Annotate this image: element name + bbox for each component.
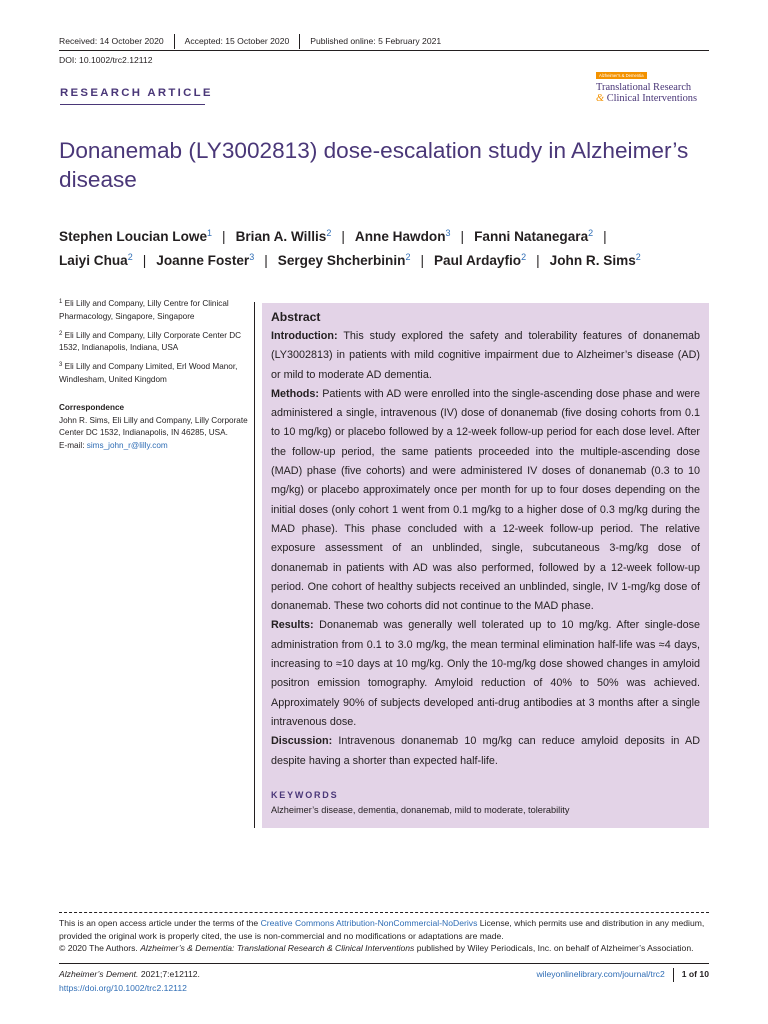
author[interactable]: Joanne Foster$^3$ xyxy=(156,252,255,268)
affiliation: $^3$ Eli Lilly and Company Limited, Erl Wood Manor, Windlesham, United Kingdom xyxy=(59,362,238,384)
affiliations xyxy=(59,298,249,453)
abstract-results: Results: Donanemab was generally well tolerated up to 10 mg/kg. After single-dose administration from 0.1 to 3.0 mg/kg, the mean terminal elimination half-life was ≈4 days, increasing to ≈10 days at 10 mg/kg. Only the 10-mg/kg dose showed changes in amyloid positron emission tomography. Amyloid reduction of 40% to 50% was achieved. Approximately 90% of subjects developed anti-drug antibodies at 3 months after a single intravenous dose. xyxy=(271,619,700,728)
footer-citation xyxy=(59,968,200,995)
abstract-methods: Methods: Patients with AD were enrolled into the single-ascending dose phase and were administered a single, intravenous (IV) dose of donanemab (five dosing cohorts from 0.1 to 10 mg/kg) or placebo followed by a 12-week follow-up period for each dose level. After the follow-up period, the same patients proceeded into the multiple-ascending dose (MAD) phase (five cohorts) and were administered IV doses of donanemab (0.3 to 10 mg/kg) or placebo approximately once per month for up to four doses depending on the initial doses (only cohort 1 went from 0.1 mg/kg to a higher dose of 0.3 mg/kg during the MAD phase). This phase concluded with a 12-week follow-up period. The relative exposure assessment of an unblinded, single, subcutaneous 3-mg/kg dose of donanemab in patients with AD was also performed, followed by a 12-week follow-up period. One cohort of healthy subjects received an unblinded, single, IV 1-mg/kg dose of donanemab. These two cohorts did not continue to the MAD phase. xyxy=(271,387,700,613)
logo-badge: Alzheimer's & Dementia xyxy=(596,72,647,79)
author-line-2: Laiyi Chua$^2$ | Joanne Foster$^3$ | Sergey Shcherbinin$^2$ | Paul Ardayfio$^2$ | John R. Sims$^2$ xyxy=(59,252,641,268)
keywords: Alzheimer’s disease, dementia, donanemab, mild to moderate, tolerability xyxy=(271,804,570,815)
correspondence-heading: Correspondence xyxy=(59,402,125,412)
keywords-heading: KEYWORDS xyxy=(271,789,339,800)
license-text: This is an open access article under the terms of the Creative Commons Attribution-NonCommercial-NoDerivs License, which permits use and distribution in any medium, provided the original work is properly cited, the use is non-commercial and no modifications or adaptations are made. xyxy=(59,918,705,941)
author-list xyxy=(59,225,719,273)
logo-line-2-text: Clinical Interventions xyxy=(606,93,698,104)
author[interactable]: John R. Sims$^2$ xyxy=(549,252,641,268)
doi[interactable]: DOI: 10.1002/trc2.12112 xyxy=(59,55,153,65)
abstract-heading: Abstract xyxy=(271,310,321,324)
author[interactable]: Anne Hawdon$^3$ xyxy=(354,228,451,244)
author-line-1: Stephen Loucian Lowe$^1$ | Brian A. Willis$^2$ | Anne Hawdon$^3$ | Fanni Natanegara$^2$ | xyxy=(59,228,607,244)
affiliation: $^2$ Eli Lilly and Company, Lilly Corporate Center DC 1532, Indianapolis, Indiana, USA xyxy=(59,330,242,353)
abstract-discussion: Discussion: Intravenous donanemab 10 mg/kg can reduce amyloid deposits in AD despite having a shorter than expected half-life. xyxy=(271,735,700,767)
article-type: RESEARCH ARTICLE xyxy=(60,87,213,99)
author[interactable]: Paul Ardayfio$^2$ xyxy=(433,252,527,268)
page-number: 1 of 10 xyxy=(673,968,709,982)
license-link[interactable]: Creative Commons Attribution-NonCommercial-NoDerivs xyxy=(260,918,478,928)
doi-link[interactable]: https://doi.org/10.1002/trc2.12112 xyxy=(59,982,187,993)
logo-ampersand: & xyxy=(596,93,605,104)
license-notice xyxy=(59,917,711,955)
correspondence-email: E-mail: sims_john_r@lilly.com xyxy=(59,441,168,451)
received-date: Received: 14 October 2020 xyxy=(59,36,164,46)
journal-site-link[interactable]: wileyonlinelibrary.com/journal/trc2 xyxy=(536,969,665,979)
publication-dates xyxy=(59,34,451,49)
accepted-date: Accepted: 15 October 2020 xyxy=(174,34,300,49)
header-rule xyxy=(59,50,709,51)
author[interactable]: Fanni Natanegara$^2$ xyxy=(474,228,594,244)
author[interactable]: Stephen Loucian Lowe$^1$ xyxy=(59,228,213,244)
affiliation: $^1$ Eli Lilly and Company, Lilly Centre for Clinical Pharmacology, Singapore, Singapore xyxy=(59,299,229,321)
author[interactable]: Laiyi Chua$^2$ xyxy=(59,252,133,268)
license-rule xyxy=(59,912,709,913)
citation: Alzheimer’s Dement. 2021;7:e12112. xyxy=(59,969,200,979)
abstract-box xyxy=(262,303,709,828)
column-divider xyxy=(254,302,255,828)
article-type-rule xyxy=(60,104,205,105)
published-date: Published online: 5 February 2021 xyxy=(299,34,451,49)
correspondence-text: John R. Sims, Eli Lilly and Company, Lilly Corporate Center DC 1532, Indianapolis, IN 46285, USA. xyxy=(59,415,248,438)
footer-rule xyxy=(59,963,709,964)
journal-logo xyxy=(596,64,710,104)
footer-right xyxy=(536,968,709,982)
email-link[interactable]: sims_john_r@lilly.com xyxy=(86,441,168,451)
abstract-introduction: Introduction: This study explored the safety and tolerability features of donanemab (LY3002813) in patients with mild cognitive impairment due to Alzheimer’s disease (AD) or mild to moderate AD dementia. xyxy=(271,330,700,381)
copyright: © 2020 The Authors. Alzheimer’s & Dementia: Translational Research & Clinical Interventions published by Wiley Periodicals, Inc. on behalf of Alzheimer’s Association. xyxy=(59,943,694,953)
author[interactable]: Brian A. Willis$^2$ xyxy=(235,228,332,244)
article-title: Donanemab (LY3002813) dose-escalation study in Alzheimer’s disease xyxy=(59,138,689,192)
logo-line-1: Translational Research xyxy=(596,82,692,93)
author[interactable]: Sergey Shcherbinin$^2$ xyxy=(277,252,411,268)
logo-line-2 xyxy=(596,93,710,104)
